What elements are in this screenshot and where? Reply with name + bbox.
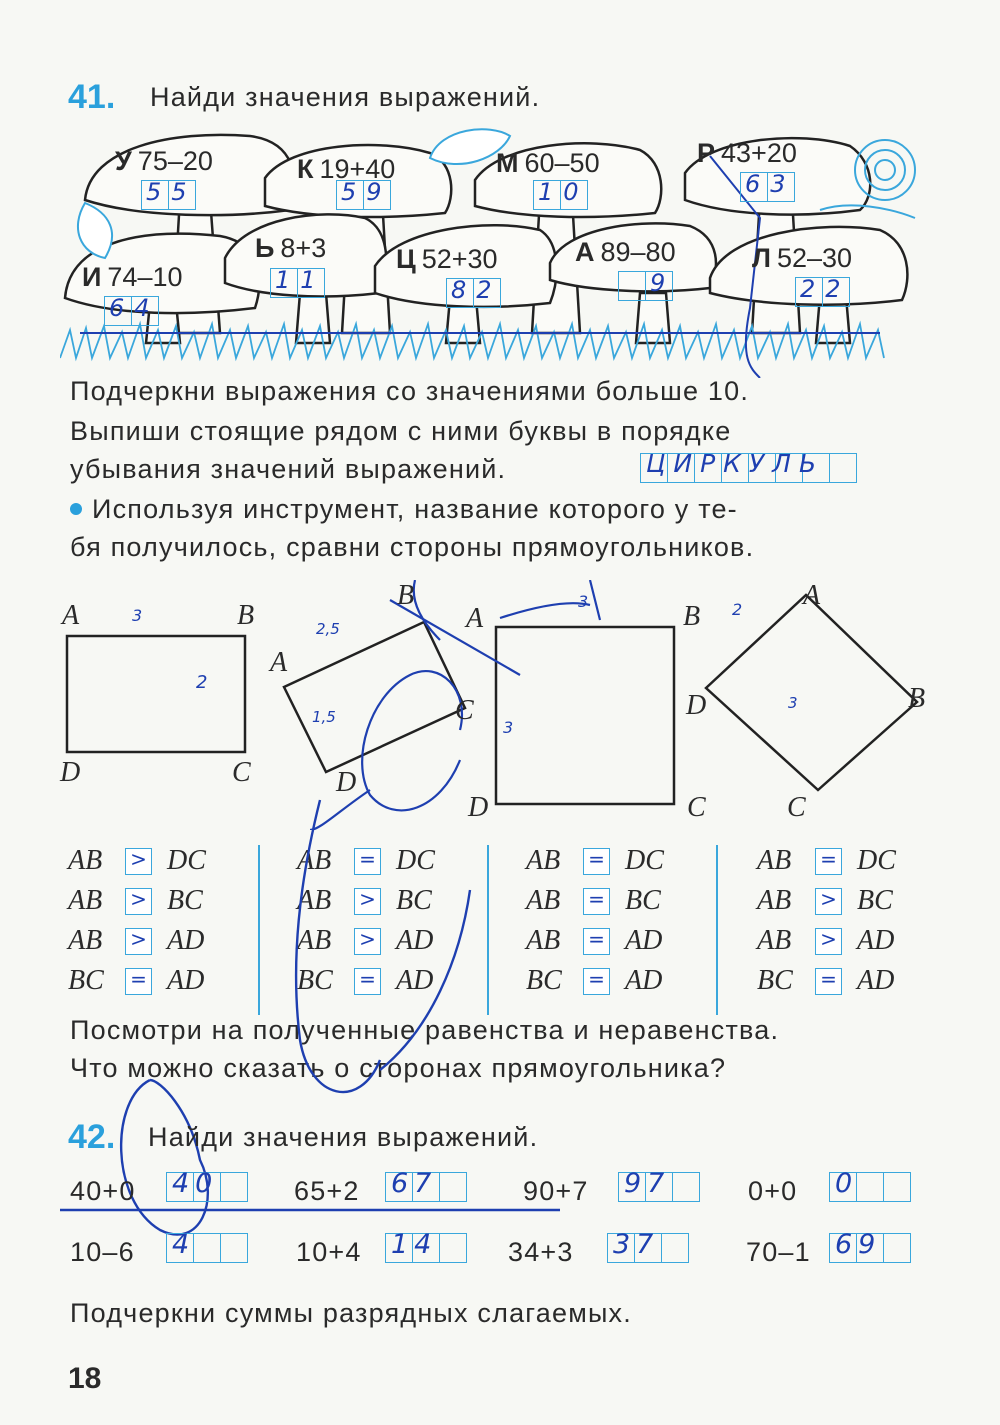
mushroom-k-expression: К 19+40 xyxy=(297,154,396,184)
bullet-dot xyxy=(70,503,82,515)
t42-r2-c3-answer: 37 xyxy=(613,1229,660,1260)
cmp-c2-r2-left: AB xyxy=(297,885,332,916)
instruction-line-3: убывания значений выражений. xyxy=(70,454,507,484)
t42-r2-c1-answer: 4 xyxy=(172,1229,196,1260)
r4-label-b: B xyxy=(908,683,926,714)
cmp-c3-r1-left: AB xyxy=(526,845,561,876)
rectangle-4 xyxy=(706,595,917,790)
r1-label-b: B xyxy=(237,600,255,631)
cmp-c3-r1-box[interactable]: = xyxy=(583,848,610,875)
cmp-c1-r3-box[interactable]: > xyxy=(125,928,152,955)
r4-label-d: D xyxy=(686,690,707,721)
cmp-c3-r2-box[interactable]: = xyxy=(583,888,610,915)
cmp-c2-r4-right: AD xyxy=(396,965,434,996)
r3-label-c: C xyxy=(687,792,706,823)
cmp-c3-r2-right: BC xyxy=(625,885,661,916)
cmp-c2-r2-right: BC xyxy=(396,885,432,916)
cmp-c4-r1-box[interactable]: = xyxy=(815,848,842,875)
r1-label-d: D xyxy=(60,757,81,788)
t42-r2-c2-expr: 10+4 xyxy=(296,1237,362,1267)
task-42-instruction: Подчеркни суммы разрядных слагаемых. xyxy=(70,1298,632,1328)
r1-side-measure: 2 xyxy=(196,672,208,693)
cmp-c1-r2-box[interactable]: > xyxy=(125,888,152,915)
t42-r2-c1-expr: 10–6 xyxy=(70,1237,135,1267)
t42-r2-c4-answer: 69 xyxy=(835,1229,882,1260)
cmp-c1-r2-right: BC xyxy=(167,885,203,916)
rectangle-1 xyxy=(67,636,245,752)
cmp-c1-r2-left: AB xyxy=(68,885,103,916)
r4-label-c: C xyxy=(787,792,806,823)
cmp-c3-r3-box[interactable]: = xyxy=(583,928,610,955)
t42-r2-c2-answer: 14 xyxy=(391,1229,438,1260)
cmp-c3-r4-left: BC xyxy=(526,965,562,996)
task-41-title: Найди значения выражений. xyxy=(150,82,541,112)
t42-r1-c4-answer: 0 xyxy=(835,1168,859,1199)
t42-r1-c4-expr: 0+0 xyxy=(748,1176,798,1206)
r1-label-a: A xyxy=(62,600,80,631)
t42-r1-c2-answer: 67 xyxy=(391,1168,438,1199)
rectangle-2 xyxy=(284,622,465,772)
cmp-c4-r4-box[interactable]: = xyxy=(815,968,842,995)
cmp-c2-r2-box[interactable]: > xyxy=(354,888,381,915)
mushroom-a-expression: А 89–80 xyxy=(575,237,676,267)
mushroom-r-answer: 63 xyxy=(745,170,796,198)
cmp-c2-r4-box[interactable]: = xyxy=(354,968,381,995)
r3-label-a: A xyxy=(466,603,484,634)
r3-label-d: D xyxy=(468,792,489,823)
cmp-c4-r4-right: AD xyxy=(857,965,895,996)
mushroom-l-expression: Л 52–30 xyxy=(752,243,853,273)
cmp-c3-r3-left: AB xyxy=(526,925,561,956)
bullet-line-1: Используя инструмент, название которого у те- xyxy=(92,494,738,524)
mushroom-soft-sign-answer: 11 xyxy=(275,266,326,294)
mushroom-r-expression: Р 43+20 xyxy=(697,138,797,168)
cmp-c3-r4-box[interactable]: = xyxy=(583,968,610,995)
mushroom-i-expression: И 74–10 xyxy=(82,262,183,292)
instruction-line-2: Выпиши стоящие рядом с ними буквы в порядке xyxy=(70,416,732,446)
rectangle-3 xyxy=(496,627,674,804)
mushroom-k-answer: 59 xyxy=(341,178,392,206)
task-42-title: Найди значения выражений. xyxy=(148,1122,539,1152)
question-line-1: Посмотри на полученные равенства и неравенства. xyxy=(70,1015,780,1045)
question-line-2: Что можно сказать о сторонах прямоугольника? xyxy=(70,1053,727,1083)
cmp-c4-r4-left: BC xyxy=(757,965,793,996)
t42-r1-c3-expr: 90+7 xyxy=(523,1176,589,1206)
t42-r2-c4-expr: 70–1 xyxy=(746,1237,811,1267)
t42-r1-c1-expr: 40+0 xyxy=(70,1176,136,1206)
cmp-c4-r1-right: DC xyxy=(857,845,896,876)
mushroom-m-expression: М 60–50 xyxy=(496,148,600,178)
r2-label-d: D xyxy=(336,767,357,798)
cmp-c4-r3-right: AD xyxy=(857,925,895,956)
r4-top-measure: 2 xyxy=(732,600,743,619)
mushroom-l-answer: 22 xyxy=(800,275,851,303)
cmp-c4-r3-left: AB xyxy=(757,925,792,956)
cmp-c4-r2-left: AB xyxy=(757,885,792,916)
r4-side-measure: 3 xyxy=(788,694,798,712)
t42-r1-c2-expr: 65+2 xyxy=(294,1176,360,1206)
cmp-c1-r3-right: AD xyxy=(167,925,205,956)
cmp-c1-r4-box[interactable]: = xyxy=(125,968,152,995)
mushroom-u-answer: 55 xyxy=(146,178,197,206)
r2-label-a: A xyxy=(270,647,288,678)
cmp-c2-r1-right: DC xyxy=(396,845,435,876)
cmp-c1-r4-left: BC xyxy=(68,965,104,996)
task-41-number: 41. xyxy=(68,78,116,116)
task-42-number: 42. xyxy=(68,1118,116,1156)
mushroom-i-answer: 64 xyxy=(109,294,160,322)
mushroom-ts-answer: 82 xyxy=(451,276,502,304)
r3-top-measure: 3 xyxy=(578,592,589,611)
page-number: 18 xyxy=(68,1362,102,1395)
cmp-c3-r4-right: AD xyxy=(625,965,663,996)
mushroom-soft-sign-expression: Ь 8+3 xyxy=(255,233,327,263)
mushroom-a-answer: 9 xyxy=(650,269,666,297)
cmp-c1-r4-right: AD xyxy=(167,965,205,996)
t42-r2-c3-expr: 34+3 xyxy=(508,1237,574,1267)
cmp-c3-r2-left: AB xyxy=(526,885,561,916)
cmp-c1-r1-left: AB xyxy=(68,845,103,876)
r4-label-a: A xyxy=(803,580,821,611)
cmp-c4-r3-box[interactable]: > xyxy=(815,928,842,955)
r2-side-measure: 1,5 xyxy=(312,708,336,726)
cmp-c1-r1-right: DC xyxy=(167,845,206,876)
r2-label-b: B xyxy=(397,580,415,611)
t42-r1-c1-answer: 40 xyxy=(172,1168,219,1199)
cmp-c2-r4-left: BC xyxy=(297,965,333,996)
cmp-c2-r3-left: AB xyxy=(297,925,332,956)
cmp-c3-r1-right: DC xyxy=(625,845,664,876)
r3-side-measure: 3 xyxy=(503,718,514,737)
r1-label-c: C xyxy=(232,757,251,788)
cmp-c2-r3-right: AD xyxy=(396,925,434,956)
bullet-line-2: бя получилось, сравни стороны прямоугольников. xyxy=(70,532,755,562)
cmp-c4-r2-box[interactable]: > xyxy=(815,888,842,915)
cmp-c1-r3-left: AB xyxy=(68,925,103,956)
r2-top-measure: 2,5 xyxy=(316,620,340,638)
cmp-c2-r1-box[interactable]: = xyxy=(354,848,381,875)
mushroom-m-answer: 10 xyxy=(538,178,589,206)
cmp-c3-r3-right: AD xyxy=(625,925,663,956)
mushroom-u-expression: У 75–20 xyxy=(115,146,213,176)
cmp-c2-r3-box[interactable]: > xyxy=(354,928,381,955)
t42-r1-c3-answer: 97 xyxy=(624,1168,671,1199)
r1-top-measure: 3 xyxy=(132,606,143,625)
cmp-c1-r1-box[interactable]: > xyxy=(125,848,152,875)
mushroom-ts-expression: Ц 52+30 xyxy=(396,244,498,274)
r2-label-c: C xyxy=(455,695,474,726)
cmp-c2-r1-left: AB xyxy=(297,845,332,876)
word-answer: ЦИРКУЛЬ xyxy=(646,449,825,478)
instruction-line-1: Подчеркни выражения со значениями больше 10. xyxy=(70,376,750,406)
r3-label-b: B xyxy=(683,601,701,632)
cmp-c4-r2-right: BC xyxy=(857,885,893,916)
cmp-c4-r1-left: AB xyxy=(757,845,792,876)
